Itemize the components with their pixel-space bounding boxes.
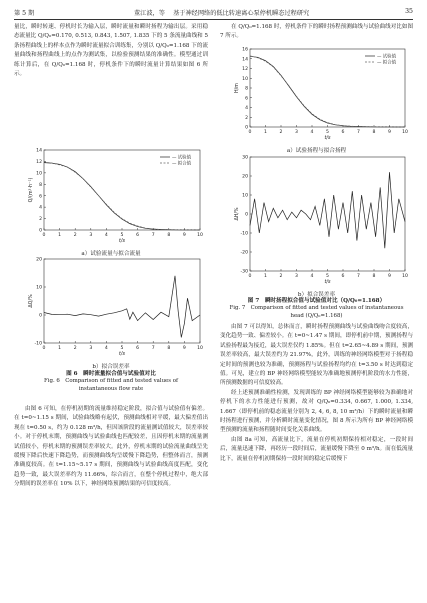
header-rule bbox=[14, 19, 413, 20]
x-tick-label: 3 bbox=[295, 130, 298, 135]
x-tick-label: 7 bbox=[357, 274, 360, 279]
figure-6-caption bbox=[14, 370, 208, 393]
y-tick-label: 14 bbox=[242, 57, 248, 63]
legend-label: — 试验值 bbox=[172, 155, 191, 161]
figure-6a-caption: a）试验流量与拟合流量 bbox=[81, 251, 141, 257]
x-tick-label: 3 bbox=[295, 274, 298, 279]
y-axis-label: ΔQ/% bbox=[29, 294, 34, 308]
y-tick-label: 12 bbox=[36, 160, 42, 166]
y-tick-label: 0 bbox=[245, 212, 248, 218]
header-authors: 董江波，等 bbox=[134, 10, 165, 17]
flow-comparison-chart bbox=[14, 146, 208, 246]
x-tick-label: 0 bbox=[248, 130, 252, 135]
figure-6b bbox=[14, 255, 208, 371]
y-tick-label: 20 bbox=[242, 174, 248, 180]
y-tick-label: 8 bbox=[245, 86, 248, 92]
x-tick-label: 1 bbox=[58, 346, 62, 351]
x-tick-label: 7 bbox=[151, 233, 155, 238]
y-tick-label: 12 bbox=[242, 67, 248, 73]
figure-7a-caption: a）试验扬程与拟合扬程 bbox=[286, 148, 347, 154]
x-tick-label: 2 bbox=[279, 130, 283, 135]
figure-6-caption-en-2: instantaneous flow rate bbox=[78, 385, 144, 392]
x-tick-label: 8 bbox=[372, 274, 376, 279]
y-tick-label: 4 bbox=[245, 106, 248, 112]
x-tick-label: 1 bbox=[264, 130, 267, 135]
x-tick-label: 9 bbox=[388, 130, 391, 135]
series-line bbox=[44, 276, 200, 338]
issue-number: 第 5 期 bbox=[14, 10, 35, 17]
y-tick-label: 10 bbox=[36, 171, 42, 177]
head-comparison-chart bbox=[220, 45, 413, 143]
y-tick-label: -10 bbox=[34, 341, 42, 347]
y-tick-label: 0 bbox=[245, 125, 248, 131]
head-error-chart bbox=[220, 153, 413, 287]
y-tick-label: 2 bbox=[245, 115, 248, 121]
y-tick-label: 0 bbox=[39, 228, 42, 234]
x-tick-label: 8 bbox=[167, 346, 171, 351]
left-column-top bbox=[14, 23, 208, 79]
y-tick-label: 4 bbox=[39, 205, 42, 211]
right-column-bottom bbox=[220, 323, 413, 464]
y-tick-label: 6 bbox=[39, 194, 42, 200]
y-tick-label: 16 bbox=[242, 47, 248, 53]
x-tick-label: 0 bbox=[42, 233, 46, 238]
right-column-top bbox=[220, 23, 413, 42]
x-tick-label: 4 bbox=[310, 274, 314, 279]
x-tick-label: 4 bbox=[104, 233, 108, 238]
figure-7b bbox=[220, 153, 413, 299]
y-tick-label: 10 bbox=[242, 193, 248, 199]
paragraph: 量比，瞬时转速、停机时长为输入层，瞬时流量和瞬时扬程为输出层。采用稳态流量比 Q/Q₀=0.170, 0.513, 0.843, 1.507, 1.835 下的 5 条流量曲线和 5 条扬程曲线上的样本点作为瞬时流量拟合训练集，分别以 Q/Q₀=1.168 下的流量曲线和扬程曲线上的点作为测试集，以检验预测结果的准确性。模型通过训练计算后，在 Q/Q₀=1.168 时，停机条件下的瞬时流量计算结果如图 6 所示。 bbox=[14, 24, 208, 78]
x-tick-label: 2 bbox=[73, 346, 77, 351]
figure-7-caption bbox=[220, 297, 413, 320]
header-authors-title bbox=[134, 8, 309, 17]
x-tick-label: 2 bbox=[73, 233, 77, 238]
figure-6-caption-zh: 图 6 瞬时流量拟合值与试验值对比 bbox=[66, 371, 156, 377]
y-tick-label: 8 bbox=[39, 182, 42, 188]
legend-label: — 试验值 bbox=[377, 54, 396, 60]
x-tick-label: 5 bbox=[326, 274, 329, 279]
left-column-bottom bbox=[14, 405, 208, 490]
x-tick-label: 10 bbox=[402, 130, 408, 135]
paragraph: 在 Q/Q₀=1.168 时，停机条件下的瞬时扬程预测曲线与试验曲线对比如图 7 所示。 bbox=[220, 24, 413, 40]
paragraph: 由图 8a 可知，高流量比下，流量在停机初期保持相对稳定，一段时间后，流量迅速下降，再经历一段时间后，流量缓慢下降至 0 m³/h。而在低流量比下，流量在停机初期保持一段时间的稳定后缓慢下 bbox=[220, 436, 413, 462]
x-tick-label: 0 bbox=[42, 346, 46, 351]
figure-7-caption-zh: 图 7 瞬时扬程拟合值与试验值对比（Q/Q₀=1.168） bbox=[247, 298, 386, 304]
page-number: 35 bbox=[405, 8, 413, 15]
x-tick-label: 5 bbox=[120, 233, 124, 238]
x-axis-label: t/s bbox=[119, 352, 125, 357]
legend-label: — 拟合值 bbox=[172, 161, 191, 167]
y-tick-label: 2 bbox=[39, 217, 42, 223]
paragraph: 由图 7 可以得知，总体而言，瞬时扬程预测曲线与试验曲线吻合度较高，变化趋势一致、偏差较小。在 t=0~1.47 s 期间，即停机前中期，预测扬程与试验扬程最为接近，最大误差仅约 1.85%。但在 t=2.65~4.89 s 期间，预测误差率较高，最大误差约为 21.97%，此外，训练的神经网络模型对于扬程稳定时间的预测也较为准确，预测扬程与试验扬程均约在 t=3.50 s 时达到稳定值。可见，建立的 BP 神经网络模型能较为准确地预测停机阶段的水力性能，所预测数据的可信度较高。 bbox=[220, 324, 413, 387]
y-tick-label: 20 bbox=[36, 257, 42, 263]
x-axis-label: t/s bbox=[119, 239, 125, 244]
paragraph: 经上述预测准确性检测，发现训练的 BP 神经网络模型能够较为准确地对停机下的水力性能进行预测，故对 Q/Q₀=0.334, 0.667, 1.000, 1.334, 1.667（即停机前的稳态流量分别为 2, 4, 6, 8, 10 m³/h）下的瞬时流量和瞬时扬程进行预测，并分析瞬时流量变化情况，图 8 所示为所有 BP 神经网络模型预测的流量和扬程随时间变化关系曲线。 bbox=[220, 389, 413, 434]
y-axis-label: Q/(m³·h⁻¹) bbox=[29, 177, 34, 203]
y-axis-label: H/m bbox=[235, 83, 240, 93]
figure-6-caption-en-1: Fig. 6 Comparison of fitted and tested values of bbox=[44, 378, 178, 384]
figure-7-caption-en-2: head (Q/Q₀=1.168) bbox=[290, 312, 343, 319]
legend-label: — 拟合值 bbox=[377, 60, 396, 66]
x-tick-label: 6 bbox=[341, 274, 345, 279]
x-tick-label: 7 bbox=[357, 130, 360, 135]
y-tick-label: 14 bbox=[36, 148, 42, 154]
plot-frame bbox=[44, 259, 200, 343]
x-tick-label: 10 bbox=[197, 233, 203, 238]
y-tick-label: 10 bbox=[242, 76, 248, 82]
header-title: 基于神经网络的低比转速离心泵停机瞬态过程研究 bbox=[173, 10, 310, 17]
x-tick-label: 1 bbox=[58, 233, 62, 238]
x-tick-label: 3 bbox=[89, 346, 93, 351]
y-tick-label: -20 bbox=[240, 250, 248, 256]
y-tick-label: -30 bbox=[240, 269, 248, 275]
y-tick-label: 0 bbox=[39, 313, 42, 319]
x-tick-label: 2 bbox=[279, 274, 283, 279]
figure-7-caption-en-1: Fig. 7 Comparison of fitted and tested values of instantaneous bbox=[229, 305, 404, 311]
x-tick-label: 9 bbox=[182, 346, 186, 351]
series-line bbox=[44, 163, 200, 230]
x-tick-label: 8 bbox=[372, 130, 376, 135]
x-tick-label: 10 bbox=[197, 346, 203, 351]
x-tick-label: 3 bbox=[89, 233, 93, 238]
x-tick-label: 4 bbox=[310, 130, 314, 135]
paragraph: 由图 6 可知，在停机初期的流量维持稳定阶段，拟合值与试验值有偏差。在 t=0~1.15 s 期间，试验曲线略有起伏，预测曲线相对平缓，最大偏差值出现在 t=0.50 s，约为 0.128 m³/h，但因该阶段的流量测试值较大，误差率较小。对于停机末期，预测曲线与试验曲线也匹配较差，且因停机末期的流量测试值较小，停机末期的预测误差率较大。此外，停机末期的试验流量曲线呈先缓慢下降后快速下降趋势，而预测曲线均呈缓慢下降趋势，但整体而言，预测准确度较高。在 t=1.15~5.17 s 期间，预测曲线与试验曲线高度匹配，变化趋势一致，最大误差率约为 11.66%，综合而言，在整个停机过程中，绝大部分期间的误差率在 10% 以下，神经网络预测结果的可信度较高。 bbox=[14, 406, 208, 488]
x-axis-label: t/s bbox=[324, 280, 331, 285]
x-tick-label: 9 bbox=[388, 274, 391, 279]
x-tick-label: 7 bbox=[151, 346, 155, 351]
x-tick-label: 8 bbox=[167, 233, 171, 238]
x-tick-label: 6 bbox=[341, 130, 345, 135]
x-tick-label: 1 bbox=[264, 274, 267, 279]
x-tick-label: 9 bbox=[182, 233, 186, 238]
y-axis-label: ΔH/% bbox=[235, 207, 240, 221]
x-axis-label: t/s bbox=[324, 136, 331, 141]
x-tick-label: 5 bbox=[326, 130, 329, 135]
x-tick-label: 5 bbox=[120, 346, 124, 351]
series-line bbox=[44, 162, 200, 230]
figure-6b-caption: b）拟合误差率 bbox=[92, 364, 130, 370]
plot-frame bbox=[250, 157, 405, 271]
figure-7b-caption: b）拟合误差率 bbox=[297, 292, 336, 298]
y-tick-label: -10 bbox=[240, 231, 248, 237]
flow-error-chart bbox=[14, 255, 208, 359]
figure-7a bbox=[220, 45, 413, 155]
series-line bbox=[250, 172, 405, 248]
x-tick-label: 4 bbox=[104, 346, 108, 351]
figure-6a bbox=[14, 146, 208, 258]
y-tick-label: 6 bbox=[245, 96, 248, 102]
x-tick-label: 6 bbox=[136, 346, 140, 351]
x-tick-label: 6 bbox=[136, 233, 140, 238]
y-tick-label: 30 bbox=[242, 155, 248, 161]
x-tick-label: 0 bbox=[248, 274, 252, 279]
y-tick-label: 10 bbox=[36, 285, 42, 291]
x-tick-label: 10 bbox=[402, 274, 408, 279]
